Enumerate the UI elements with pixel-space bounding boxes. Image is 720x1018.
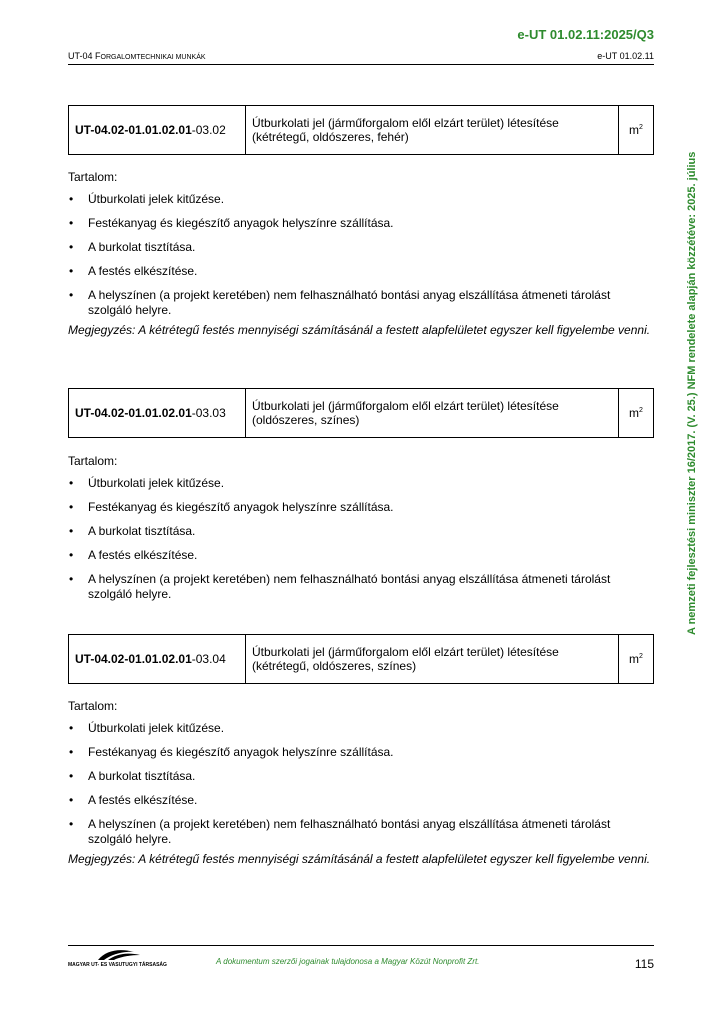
list-item: • A helyszínen (a projekt keretében) nem felhasználható bontási anyag elszállítása átmeneti tárolást szolgáló helyre. xyxy=(69,288,611,317)
header-title-smallcaps: ORGALOMTECHNIKAI MUNKÁK xyxy=(100,54,206,61)
item-unit: $m^2$ xyxy=(619,389,654,438)
list-item: • Útburkolati jelek kitűzése. xyxy=(69,192,225,206)
contents-list xyxy=(68,476,654,602)
note: Megjegyzés: A kétrétegű festés mennyiségi számításánál a festett alapfelületet egyszer kell figyelembe venni. xyxy=(68,323,651,337)
header-section-title xyxy=(68,51,206,61)
item-contents-3 xyxy=(68,699,654,867)
list-item: • A helyszínen (a projekt keretében) nem felhasználható bontási anyag elszállítása átmeneti tárolást szolgáló helyre. xyxy=(69,817,611,846)
contents-list xyxy=(68,192,654,318)
footer-copyright: A dokumentum szerzői jogainak tulajdonosa a Magyar Közút Nonprofit Zrt. xyxy=(216,957,480,966)
item-description: Útburkolati jel (járműforgalom elől elzárt terület) létesítése (kétrétegű, oldószeres, fehér) xyxy=(246,106,619,155)
item-contents-2 xyxy=(68,454,654,611)
item-table-3 xyxy=(68,634,654,684)
list-item: • A festés elkészítése. xyxy=(69,264,198,278)
logo-text: MAGYAR UT- ES VASUTUGYI TÁRSASÁG xyxy=(68,962,167,968)
contents-heading: Tartalom: xyxy=(68,170,118,184)
list-item: • A festés elkészítése. xyxy=(69,793,198,807)
list-item: • Festékanyag és kiegészítő anyagok helyszínre szállítása. xyxy=(69,500,394,514)
list-item: • A burkolat tisztítása. xyxy=(69,524,196,538)
contents-list xyxy=(68,721,654,847)
contents-heading: Tartalom: xyxy=(68,699,118,713)
item-code: UT-04.02-01.01.02.01-03.02 xyxy=(69,106,246,155)
list-item: • Festékanyag és kiegészítő anyagok helyszínre szállítása. xyxy=(69,216,394,230)
list-item: • A festés elkészítése. xyxy=(69,548,198,562)
contents-heading: Tartalom: xyxy=(68,454,118,468)
header-title-prefix: UT-04 F xyxy=(68,51,101,61)
list-item: • A helyszínen (a projekt keretében) nem felhasználható bontási anyag elszállítása átmeneti tárolást szolgáló helyre. xyxy=(69,572,611,601)
item-unit: $m^2$ xyxy=(619,635,654,684)
page-number: 115 xyxy=(634,957,654,971)
item-table-2 xyxy=(68,388,654,438)
item-unit: $m^2$ xyxy=(619,106,654,155)
list-item: • Festékanyag és kiegészítő anyagok helyszínre szállítása. xyxy=(69,745,394,759)
list-item: • Útburkolati jelek kitűzése. xyxy=(69,721,225,735)
list-item: • Útburkolati jelek kitűzése. xyxy=(69,476,225,490)
item-description: Útburkolati jel (járműforgalom elől elzárt terület) létesítése (kétrétegű, oldószeres, színes) xyxy=(246,635,619,684)
footer-logo xyxy=(68,946,167,968)
header-doc-ref: e-UT 01.02.11 xyxy=(597,51,654,61)
header-rule xyxy=(68,64,654,65)
item-table-1 xyxy=(68,105,654,155)
note: Megjegyzés: A kétrétegű festés mennyiségi számításánál a festett alapfelületet egyszer kell figyelembe venni. xyxy=(68,852,651,866)
item-code: UT-04.02-01.01.02.01-03.04 xyxy=(69,635,246,684)
list-item: • A burkolat tisztítása. xyxy=(69,240,196,254)
list-item: • A burkolat tisztítása. xyxy=(69,769,196,783)
document-code: e-UT 01.02.11:2025/Q3 xyxy=(517,27,654,42)
road-logo-icon xyxy=(68,946,160,962)
item-code: UT-04.02-01.01.02.01-03.03 xyxy=(69,389,246,438)
side-publication-note: A nemzeti fejlesztési miniszter 16/2017. (V. 25.) NFM rendelete alapján közzétéve: 2025. július xyxy=(686,151,698,635)
item-description: Útburkolati jel (járműforgalom elől elzárt terület) létesítése (oldószeres, színes) xyxy=(246,389,619,438)
item-contents-1 xyxy=(68,170,654,338)
